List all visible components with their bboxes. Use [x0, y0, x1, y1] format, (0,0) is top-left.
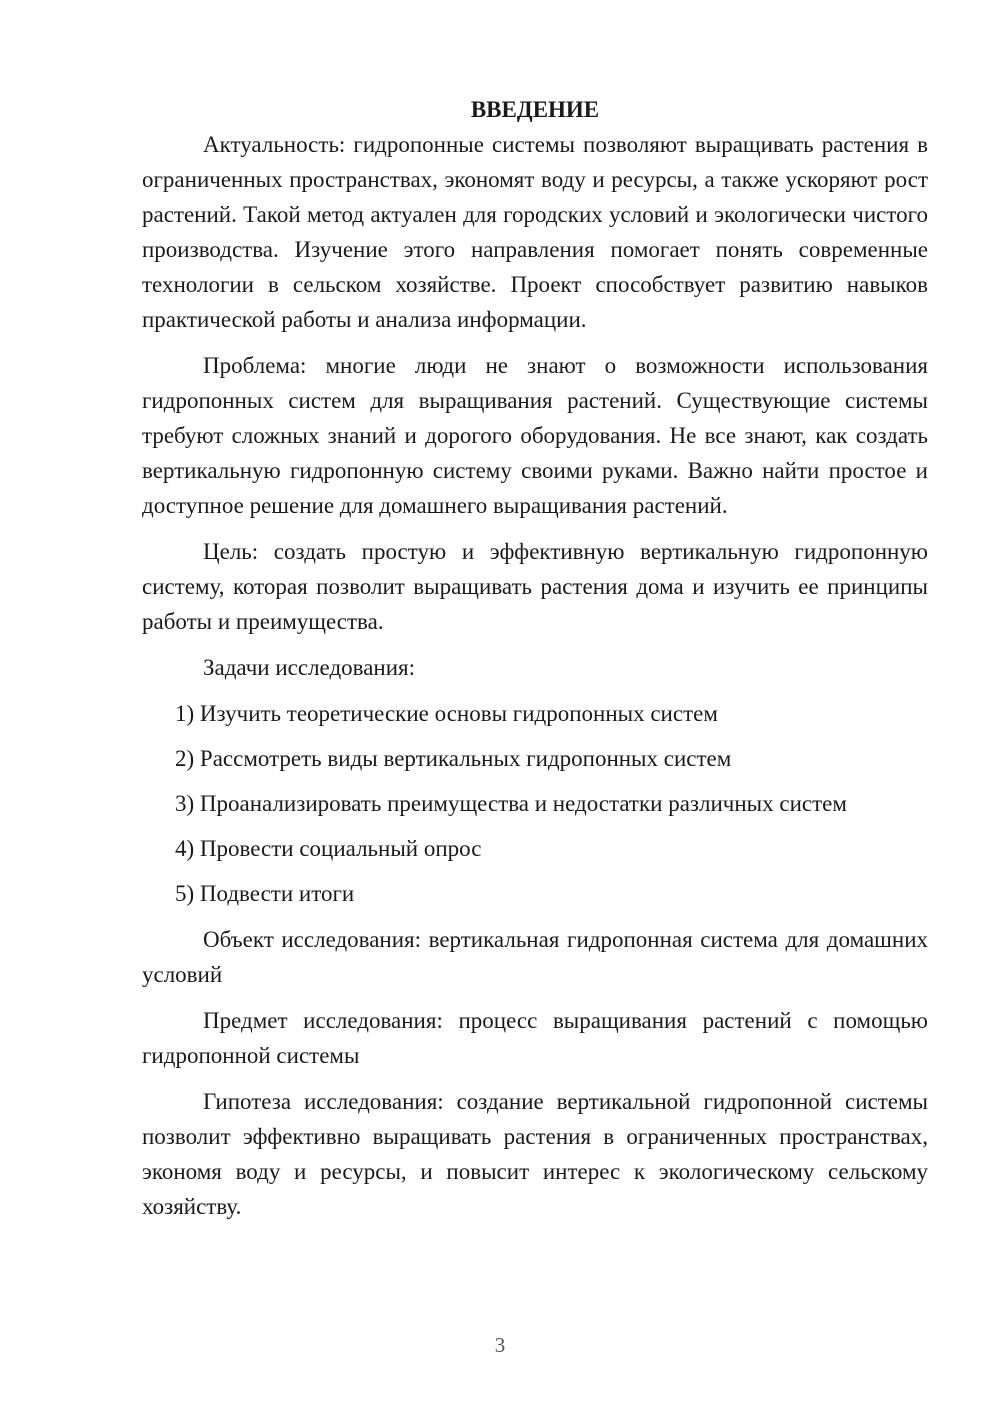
task-item-5: 5) Подвести итоги [175, 881, 355, 906]
hypothesis-paragraph: Гипотеза исследования: создание вертикальной гидропонной системы позволит эффективно выращивать растения в ограниченных пространствах, экономя воду и ресурсы, и повысит интерес к экологическому сельскому хозяйству. [142, 1089, 928, 1219]
relevance-paragraph: Актуальность: гидропонные системы позволяют выращивать растения в ограниченных пространствах, экономят воду и ресурсы, а также ускоряют рост растений. Такой метод актуален для городских условий и экологически чистого производства. Изучение этого направления помогает понять современные технологии в сельском хозяйстве. Проект способствует развитию навыков практической работы и анализа информации. [142, 132, 928, 332]
task-item-3: 3) Проанализировать преимущества и недостатки различных систем [175, 791, 847, 816]
goal-paragraph: Цель: создать простую и эффективную вертикальную гидропонную систему, которая позволит выращивать растения дома и изучить ее принципы работы и преимущества. [142, 539, 928, 634]
task-item-4: 4) Провести социальный опрос [175, 836, 482, 861]
page-title: ВВЕДЕНИЕ [470, 97, 600, 122]
page-number: 3 [494, 1333, 506, 1357]
subject-paragraph: Предмет исследования: процесс выращивания растений с помощью гидропонной системы [142, 1008, 928, 1068]
task-item-1: 1) Изучить теоретические основы гидропонных систем [175, 701, 718, 726]
task-item-2: 2) Рассмотреть виды вертикальных гидропонных систем [175, 746, 732, 771]
tasks-heading: Задачи исследования: [203, 655, 416, 680]
document-page [142, 92, 928, 1224]
tasks-list [142, 696, 928, 911]
problem-paragraph: Проблема: многие люди не знают о возможности использования гидропонных систем для выращивания растений. Существующие системы требуют сложных знаний и дорогого оборудования. Не все знают, как создать вертикальную гидропонную систему своими руками. Важно найти простое и доступное решение для домашнего выращивания растений. [142, 353, 928, 518]
object-paragraph: Объект исследования: вертикальная гидропонная система для домашних условий [142, 927, 928, 987]
